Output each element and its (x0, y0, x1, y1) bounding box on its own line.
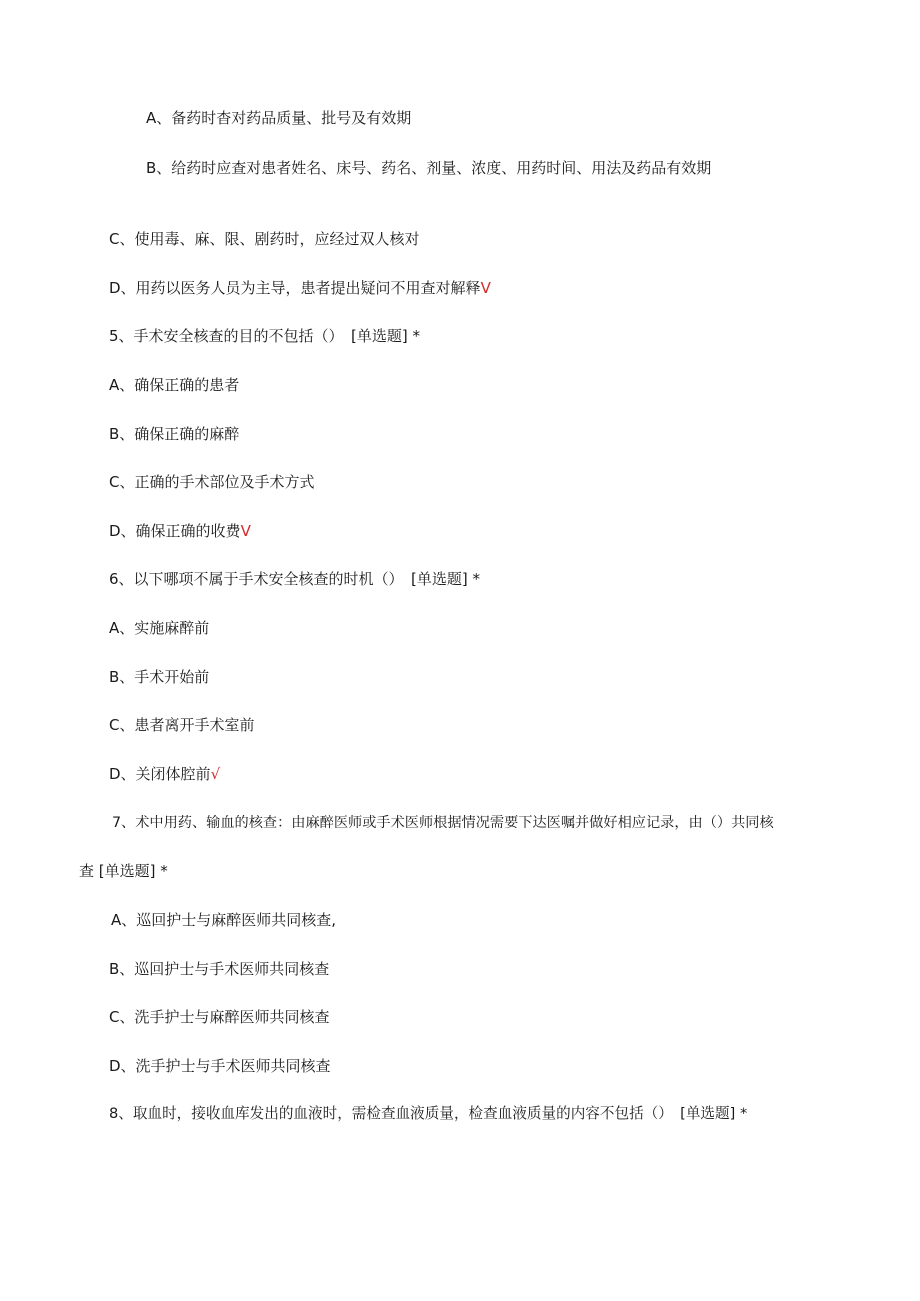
q7-option-c: C、洗手护士与麻醉医师共同核查 (109, 1008, 330, 1026)
q6-question: 6、以下哪项不属于手术安全核查的时机（） [单选题] * (109, 570, 481, 588)
answer-mark: √ (210, 765, 221, 783)
q6-option-b: B、手术开始前 (109, 668, 210, 686)
q4-option-d (109, 278, 491, 298)
q4-option-b: B、给药时应查对患者姓名、床号、药名、剂量、浓度、用药时间、用法及药品有效期 (146, 159, 712, 177)
q4-option-d-text: D、用药以医务人员为主导，患者提出疑问不用查对解释 (109, 279, 481, 297)
q5-option-a: A、确保正确的患者 (109, 376, 240, 394)
q6-option-d (109, 764, 220, 784)
q7-option-a: A、巡回护士与麻醉医师共同核查, (111, 911, 337, 929)
q5-question: 5、手术安全核查的目的不包括（） [单选题] * (109, 327, 421, 345)
q7-option-b: B、巡回护士与手术医师共同核查 (109, 960, 330, 978)
q5-option-d (109, 521, 251, 541)
q7-question-line2: 查 [单选题] * (79, 862, 168, 880)
q6-option-c: C、患者离开手术室前 (109, 716, 255, 734)
q5-option-b: B、确保正确的麻醉 (109, 425, 240, 443)
q6-option-d-text: D、关闭体腔前 (109, 765, 211, 783)
q4-option-c: C、使用毒、麻、限、剧药时，应经过双人核对 (109, 230, 420, 248)
q4-option-a: A、备药时杳对药品质量、批号及有效期 (146, 109, 412, 127)
q7-question-line1: 7、术中用药、输血的核查：由麻醉医师或手术医师根据情况需要下达医嘱并做好相应记录，由（）共同核 (112, 815, 774, 831)
q5-option-c: C、正确的手术部位及手术方式 (109, 473, 315, 491)
q5-option-d-text: D、确保正确的收费 (109, 522, 241, 540)
answer-mark: V (480, 279, 491, 297)
q7-option-d: D、洗手护士与手术医师共同核查 (109, 1057, 331, 1075)
q8-question: 8、取血时，接收血库发出的血液时，需检查血液质量，检查血液质量的内容不包括（） [单选题] * (109, 1105, 748, 1122)
q6-option-a: A、实施麻醉前 (109, 619, 210, 637)
answer-mark: V (240, 522, 251, 540)
